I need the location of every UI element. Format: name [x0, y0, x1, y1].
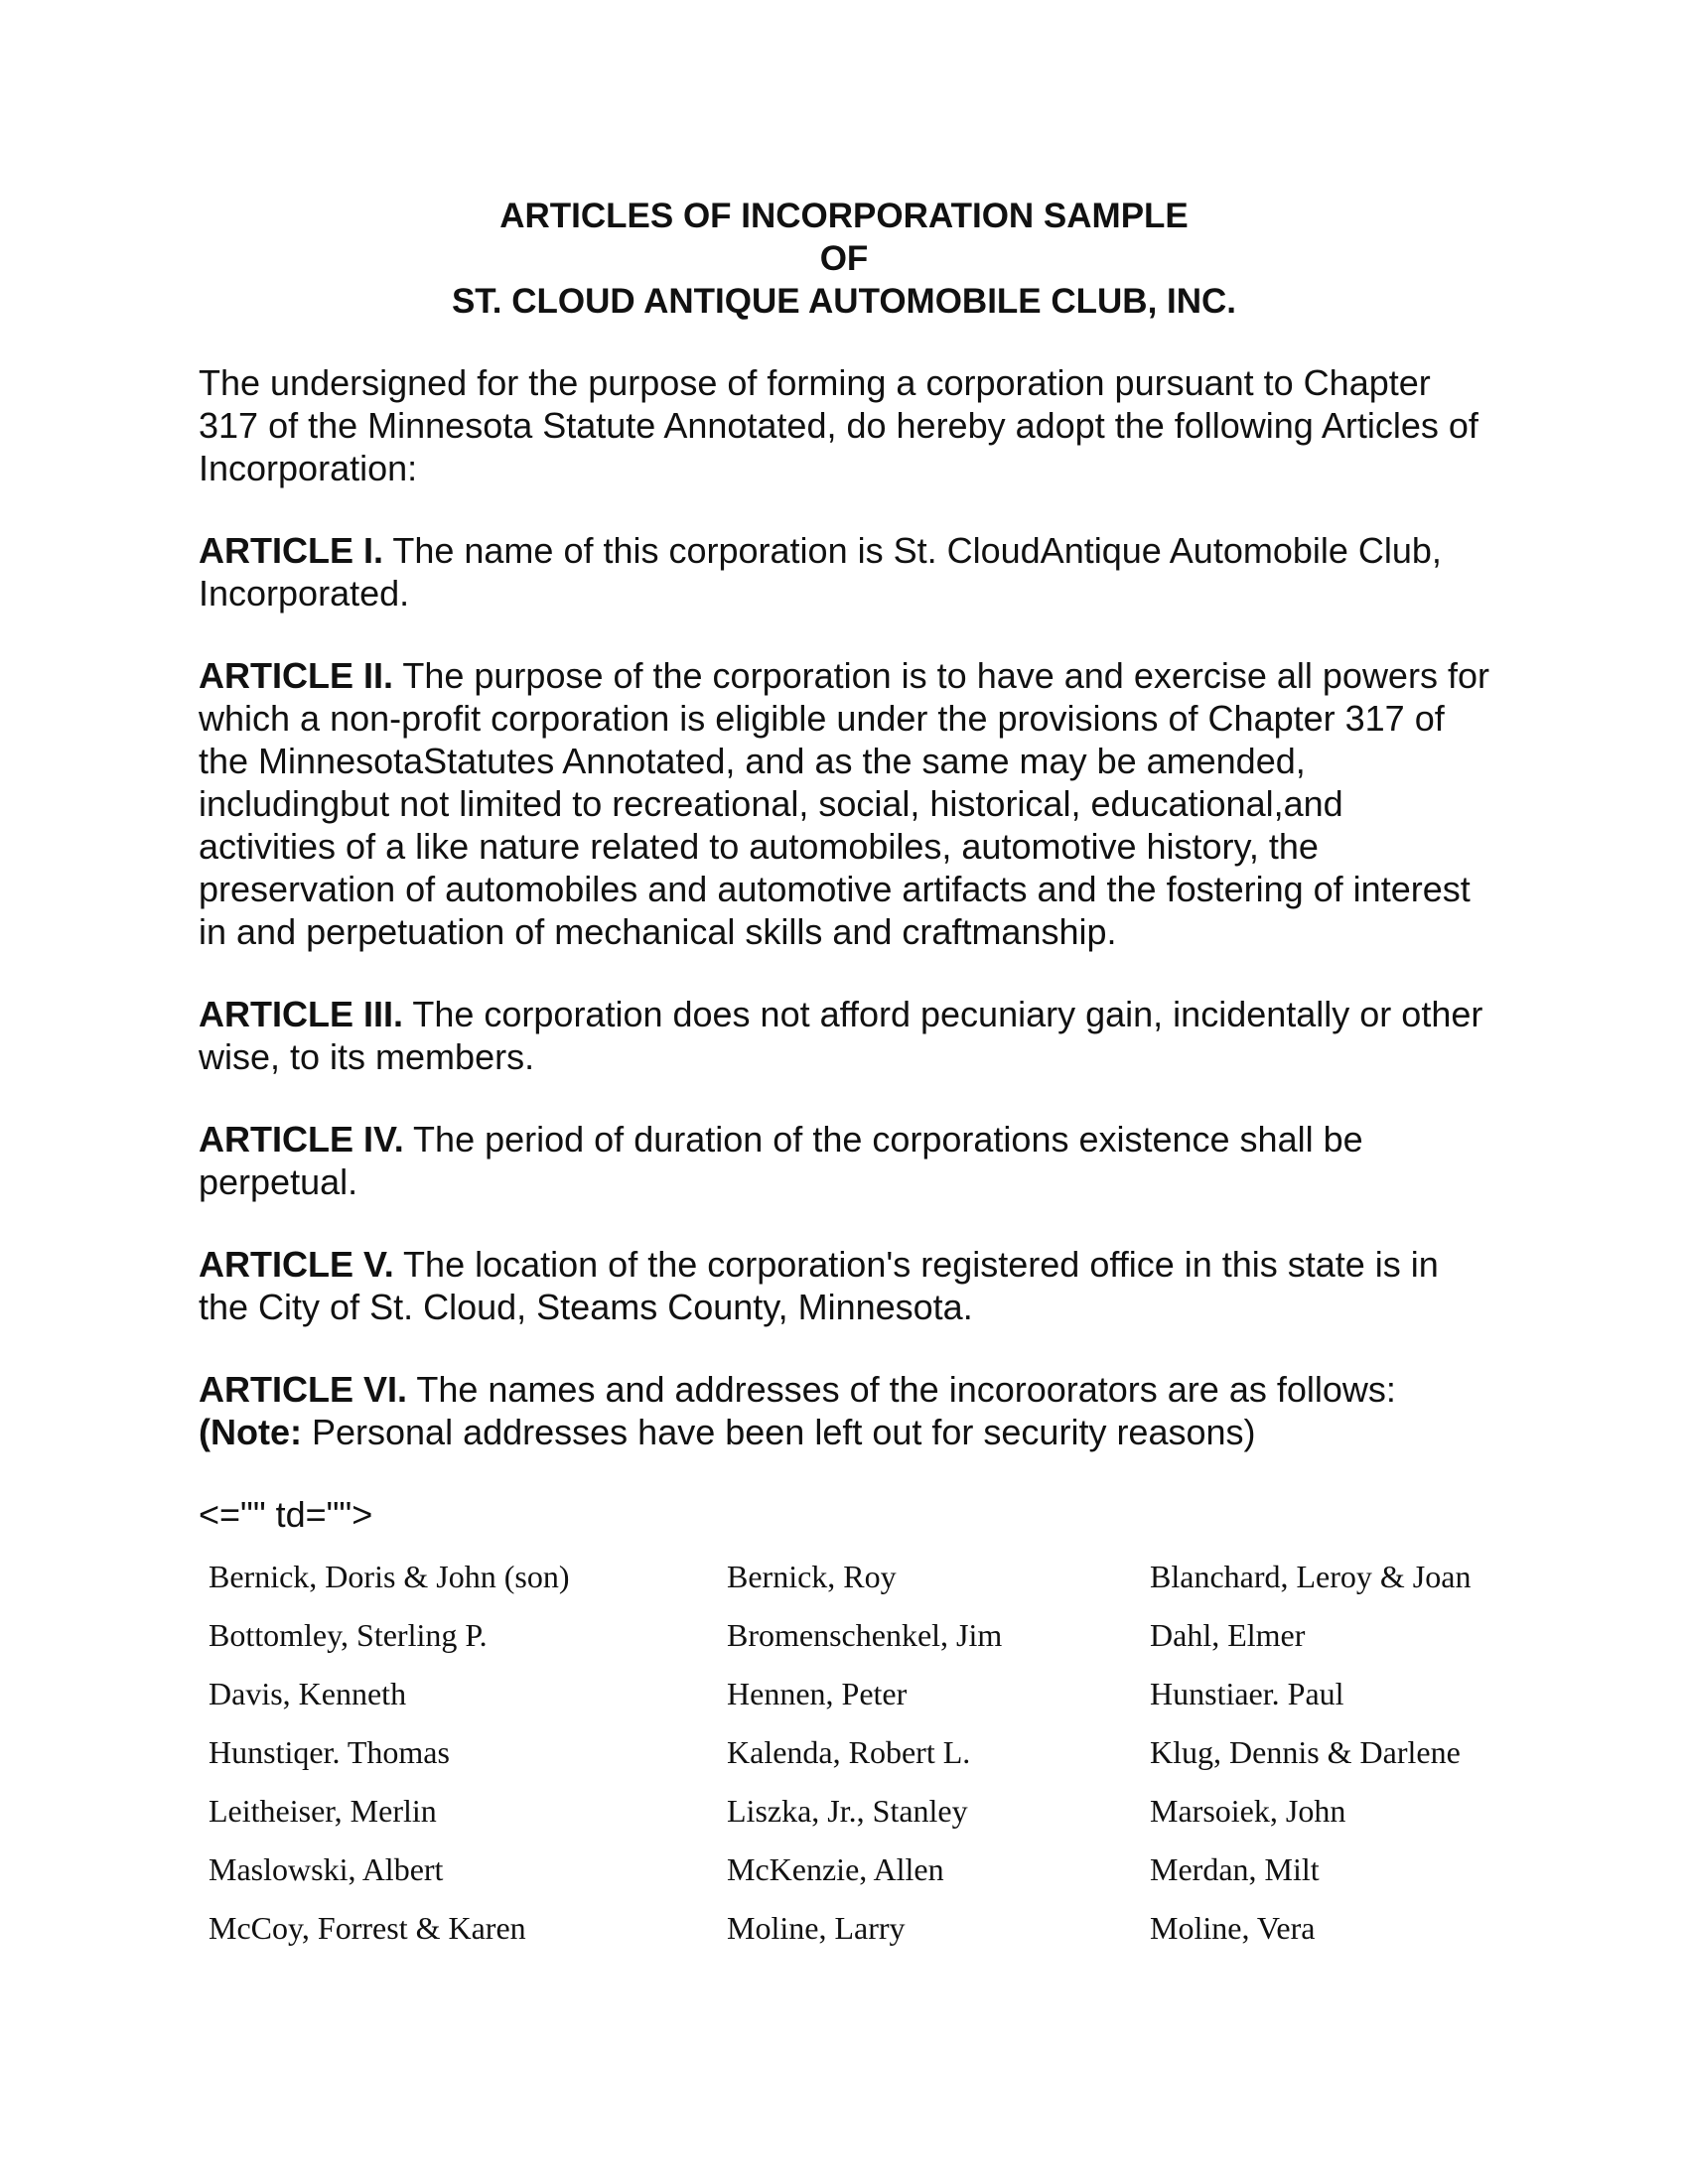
article-6-label: ARTICLE VI.	[199, 1369, 408, 1410]
article-4-label: ARTICLE IV.	[199, 1119, 404, 1160]
title-line-2: OF	[819, 239, 869, 278]
incorporator-name: Hunstiaer. Paul	[1150, 1676, 1344, 1711]
article-3-text: The corporation does not afford pecuniary gain, incidentally or other wise, to its members.	[199, 994, 1483, 1077]
incorporator-name: Dahl, Elmer	[1150, 1617, 1306, 1653]
incorporator-name: Davis, Kenneth	[209, 1676, 407, 1711]
incorporator-name: Bromenschenkel, Jim	[727, 1617, 1003, 1653]
article-4-text: The period of duration of the corporations existence shall be perpetual.	[199, 1119, 1363, 1202]
incorporator-name: Hunstiqer. Thomas	[209, 1734, 450, 1770]
incorporator-name: Bernick, Doris & John (son)	[209, 1559, 570, 1594]
document-title	[199, 195, 1489, 323]
incorporator-name: Kalenda, Robert L.	[727, 1734, 971, 1770]
article-6-text: The names and addresses of the incoroorators are as follows:	[407, 1369, 1396, 1410]
article-5-label: ARTICLE V.	[199, 1244, 394, 1285]
stray-markup-text: <="" td="">	[199, 1494, 373, 1535]
incorporator-name: Liszka, Jr., Stanley	[727, 1793, 968, 1829]
incorporator-name: Maslowski, Albert	[209, 1851, 444, 1887]
article-6	[199, 1368, 1489, 1453]
incorporator-name: Bottomley, Sterling P.	[209, 1617, 488, 1653]
title-line-3: ST. CLOUD ANTIQUE AUTOMOBILE CLUB, INC.	[451, 282, 1237, 321]
article-2-label: ARTICLE II.	[199, 655, 393, 696]
incorporator-name: Hennen, Peter	[727, 1676, 908, 1711]
incorporator-name: McCoy, Forrest & Karen	[209, 1910, 526, 1946]
article-5-text: The location of the corporation's registered office in this state is in the City of St. Cloud, Steams County, Minnesota.	[199, 1244, 1439, 1327]
incorporator-name: Klug, Dennis & Darlene	[1150, 1734, 1461, 1770]
incorporator-name: Leitheiser, Merlin	[209, 1793, 437, 1829]
article-3-label: ARTICLE III.	[199, 994, 403, 1034]
document-page	[199, 195, 1489, 1958]
article-5	[199, 1243, 1489, 1328]
incorporator-name: Moline, Larry	[727, 1910, 906, 1946]
incorporator-name: McKenzie, Allen	[727, 1851, 944, 1887]
incorporators-table	[209, 1548, 1489, 1958]
article-2-text: The purpose of the corporation is to have and exercise all powers for which a non-profit corporation is eligible under the provisions of Chapter 317 of the MinnesotaStatutes Annotated, and as the same may be amended, includingbut not limited to recreational, social, historical, educational,and activities of a like nature related to automobiles, automotive history, the preservation of automobiles and automotive artifacts and the fostering of interest in and perpetuation of mechanical skills and craftmanship.	[199, 655, 1489, 952]
incorporator-name: Marsoiek, John	[1150, 1793, 1346, 1829]
note-text: Personal addresses have been left out for security reasons)	[301, 1412, 1256, 1452]
incorporator-name: Merdan, Milt	[1150, 1851, 1320, 1887]
note-label: (Note:	[199, 1412, 302, 1452]
title-line-1: ARTICLES OF INCORPORATION SAMPLE	[499, 197, 1189, 235]
intro-paragraph: The undersigned for the purpose of forming a corporation pursuant to Chapter 317 of the Minnesota Statute Annotated, do hereby adopt the following Articles of Incorporation:	[199, 362, 1478, 488]
article-4	[199, 1118, 1489, 1203]
article-2	[199, 654, 1489, 953]
incorporator-name: Bernick, Roy	[727, 1559, 897, 1594]
article-1-text: The name of this corporation is St. CloudAntique Automobile Club, Incorporated.	[199, 530, 1442, 614]
incorporator-name: Blanchard, Leroy & Joan	[1150, 1559, 1472, 1594]
article-1-label: ARTICLE I.	[199, 530, 383, 571]
article-1	[199, 529, 1489, 614]
incorporator-name: Moline, Vera	[1150, 1910, 1316, 1946]
article-3	[199, 993, 1489, 1078]
